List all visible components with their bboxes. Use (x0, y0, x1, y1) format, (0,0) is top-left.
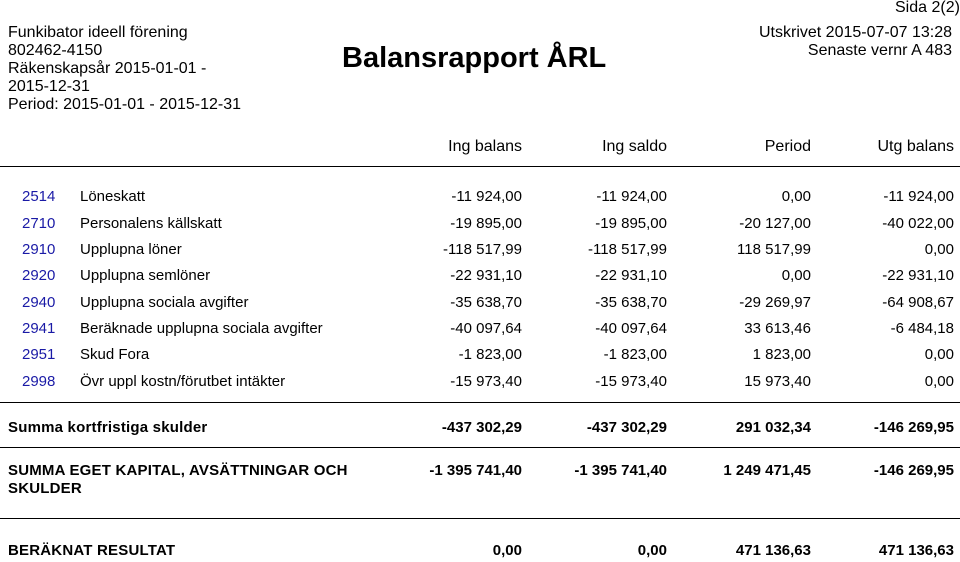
opening-saldo-value: -22 931,10 (595, 267, 667, 284)
account-name: Upplupna sociala avgifter (80, 294, 249, 311)
opening-balance-value: -1 823,00 (458, 346, 522, 363)
period-value: 33 613,46 (744, 320, 811, 337)
account-name: Beräknade upplupna sociala avgifter (80, 320, 323, 337)
result-divider (0, 518, 960, 519)
closing-balance-value: -40 022,00 (882, 215, 954, 232)
report-period: Period: 2015-01-01 - 2015-12-31 (8, 96, 242, 113)
opening-saldo-total: -437 302,29 (586, 419, 667, 436)
closing-balance-grand-total: -146 269,95 (873, 462, 954, 479)
opening-saldo-value: -11 924,00 (596, 188, 667, 205)
period-result: 471 136,63 (735, 542, 811, 559)
account-name: Personalens källskatt (80, 215, 222, 232)
account-number: 2998 (22, 373, 56, 390)
closing-balance-result: 471 136,63 (878, 542, 954, 559)
opening-balance-grand-total: -1 395 741,40 (429, 462, 522, 479)
page-number: Sida 2(2) (895, 0, 960, 16)
org-number: 802462-4150 (8, 42, 103, 59)
account-number: 2941 (22, 320, 56, 337)
account-name: Löneskatt (80, 188, 146, 205)
column-header-opening-balance: Ing balans (448, 138, 522, 155)
period-total: 291 032,34 (735, 419, 811, 436)
opening-saldo-grand-total: -1 395 741,40 (574, 462, 667, 479)
period-value: 118 517,99 (737, 241, 811, 258)
closing-balance-value: -6 484,18 (890, 320, 954, 337)
opening-balance-value: -118 517,99 (443, 241, 522, 258)
opening-balance-value: -11 924,00 (451, 188, 522, 205)
printed-timestamp: Utskrivet 2015-07-07 13:28 (759, 24, 952, 41)
opening-saldo-value: -35 638,70 (595, 294, 667, 311)
column-header-closing-balance: Utg balans (877, 138, 954, 155)
opening-saldo-value: -40 097,64 (595, 320, 667, 337)
account-name: Övr uppl kostn/förutbet intäkter (80, 373, 286, 390)
period-value: 1 823,00 (752, 346, 811, 363)
opening-saldo-value: -118 517,99 (588, 241, 667, 258)
header-divider (0, 166, 960, 167)
closing-balance-value: -64 908,67 (882, 294, 954, 311)
opening-saldo-value: -15 973,40 (595, 373, 667, 390)
opening-saldo-value: -19 895,00 (595, 215, 667, 232)
closing-balance-value: 0,00 (924, 346, 954, 363)
fiscal-year-line1: Räkenskapsår 2015-01-01 - (8, 60, 207, 77)
account-number: 2940 (22, 294, 56, 311)
account-number: 2910 (22, 241, 56, 258)
period-value: 15 973,40 (744, 373, 811, 390)
total-divider (0, 447, 960, 448)
last-voucher-number: Senaste vernr A 483 (807, 42, 952, 59)
closing-balance-value: -11 924,00 (883, 188, 954, 205)
calculated-result-label: BERÄKNAT RESULTAT (8, 542, 176, 559)
account-name: Skud Fora (80, 346, 150, 363)
closing-balance-value: 0,00 (924, 241, 954, 258)
closing-balance-value: 0,00 (924, 373, 954, 390)
period-value: -20 127,00 (739, 215, 811, 232)
account-number: 2951 (22, 346, 56, 363)
opening-balance-value: -19 895,00 (450, 215, 522, 232)
opening-saldo-result: 0,00 (637, 542, 667, 559)
account-number: 2514 (22, 188, 56, 205)
opening-balance-value: -40 097,64 (450, 320, 522, 337)
subtotal-divider (0, 402, 960, 403)
fiscal-year-line2: 2015-12-31 (8, 78, 90, 95)
grand-total-label-line1: SUMMA EGET KAPITAL, AVSÄTTNINGAR OCH (8, 462, 348, 479)
opening-balance-total: -437 302,29 (441, 419, 522, 436)
column-header-period: Period (764, 138, 811, 155)
closing-balance-value: -22 931,10 (882, 267, 954, 284)
opening-saldo-value: -1 823,00 (603, 346, 667, 363)
account-number: 2710 (22, 215, 56, 232)
opening-balance-result: 0,00 (492, 542, 522, 559)
column-header-opening-saldo: Ing saldo (602, 138, 667, 155)
period-value: 0,00 (781, 267, 811, 284)
opening-balance-value: -35 638,70 (450, 294, 522, 311)
report-title: Balansrapport ÅRL (342, 42, 607, 74)
subtotal-label: Summa kortfristiga skulder (8, 419, 208, 436)
opening-balance-value: -15 973,40 (450, 373, 522, 390)
closing-balance-total: -146 269,95 (873, 419, 954, 436)
period-value: -29 269,97 (739, 294, 811, 311)
account-name: Upplupna löner (80, 241, 182, 258)
period-grand-total: 1 249 471,45 (723, 462, 811, 479)
opening-balance-value: -22 931,10 (450, 267, 522, 284)
company-name: Funkibator ideell förening (8, 24, 188, 41)
grand-total-label-line2: SKULDER (8, 480, 82, 497)
account-number: 2920 (22, 267, 56, 284)
period-value: 0,00 (781, 188, 811, 205)
account-name: Upplupna semlöner (80, 267, 211, 284)
